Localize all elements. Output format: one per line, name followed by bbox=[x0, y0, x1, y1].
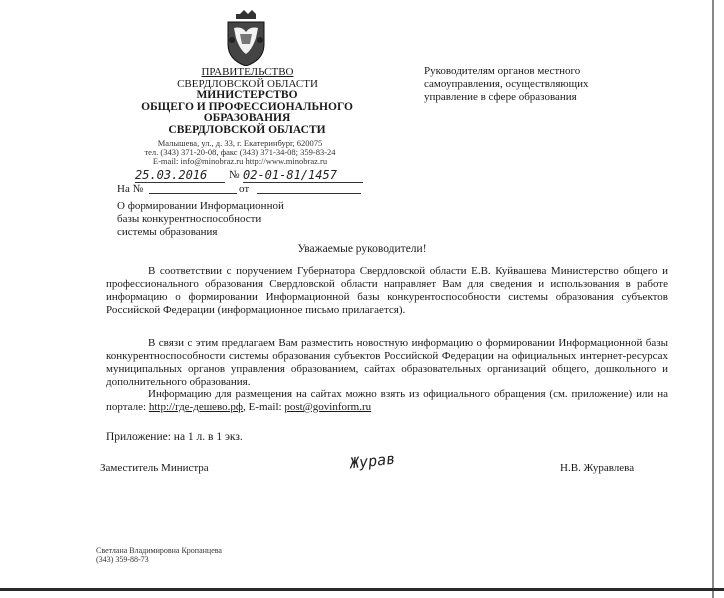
recipient-line3: управление в сфере образования bbox=[424, 91, 577, 103]
subject-line2: базы конкурентноспособности bbox=[117, 213, 262, 225]
reply-to-label: На № bbox=[117, 183, 144, 195]
signatory-name: Н.В. Журавлева bbox=[560, 462, 635, 474]
address-line1: Малышева, ул., д. 33, г. Екатеринбург, 620075 bbox=[157, 138, 323, 148]
subject-line1: О формировании Информационной bbox=[117, 200, 284, 212]
paragraph-3 bbox=[106, 388, 668, 414]
executor-block bbox=[96, 546, 222, 564]
portal-link[interactable]: http://где-дешево.рф bbox=[148, 401, 244, 413]
handwritten-signature: Журав bbox=[349, 449, 396, 473]
reply-date-label: от bbox=[239, 183, 250, 195]
paragraph-1: В соответствии с поручением Губернатора Свердловской области Е.В. Куйвашева Министерство общего и профессионального образования Свердловской области направляет Вам для сведения и использования в работе информацию о формировании Информационной базы конкурентоспособности системы образования субъектов Российской Федерации (информационное письмо прилагается). bbox=[106, 265, 668, 316]
email-link[interactable]: post@govinform.ru bbox=[284, 401, 372, 413]
ministry-line4: СВЕРДЛОВСКОЙ ОБЛАСТИ bbox=[168, 123, 326, 136]
paragraph-3-text: Информацию для размещения на сайтах можно взять из официального обращения (см. приложение) или на портале: bbox=[106, 388, 668, 413]
scan-edge-right bbox=[712, 0, 714, 598]
registration-date: 25.03.2016 bbox=[135, 168, 225, 183]
executor-phone: (343) 359-88-73 bbox=[96, 555, 149, 564]
registration-number-label: № bbox=[229, 169, 240, 181]
address-line3: E-mail: info@minobraz.ru http://www.minobraz.ru bbox=[152, 156, 328, 166]
reply-date-line bbox=[257, 193, 361, 194]
letter-subject bbox=[117, 200, 284, 239]
ministry-address bbox=[100, 139, 380, 166]
registration-number: 02-01-81/1457 bbox=[243, 168, 363, 183]
address-line2: тел. (343) 371-20-08, факс (343) 371-34-08; 359-83-24 bbox=[144, 147, 336, 157]
ministry-header bbox=[112, 90, 382, 136]
ministry-line3: ОБРАЗОВАНИЯ bbox=[203, 112, 291, 124]
government-header bbox=[150, 66, 345, 90]
signatory-position: Заместитель Министра bbox=[100, 462, 209, 474]
government-line1: ПРАВИТЕЛЬСТВО bbox=[201, 66, 294, 78]
email-label: , E-mail: bbox=[243, 401, 285, 413]
greeting: Уважаемые руководители! bbox=[297, 243, 427, 255]
reply-to-number-line bbox=[149, 193, 237, 194]
recipient-block bbox=[424, 65, 588, 104]
attachment-note: Приложение: на 1 л. в 1 экз. bbox=[106, 431, 243, 443]
executor-name: Светлана Владимировна Кропанцева bbox=[96, 546, 222, 555]
subject-line3: системы образования bbox=[117, 226, 218, 238]
government-line2: СВЕРДЛОВСКОЙ ОБЛАСТИ bbox=[177, 78, 318, 90]
ministry-line1: МИНИСТЕРСТВО bbox=[196, 89, 298, 101]
ministry-line2: ОБЩЕГО И ПРОФЕССИОНАЛЬНОГО bbox=[141, 100, 353, 113]
recipient-line2: самоуправления, осуществляющих bbox=[424, 78, 589, 90]
scan-edge-bottom bbox=[0, 588, 724, 591]
paragraph-2: В связи с этим предлагаем Вам разместить новостную информацию о формировании Информационной базы конкурентноспособности системы образования субъектов Российской Федерации на официальных интернет-ресурсах муниципальных органов управления образованием, сайтах образовательных организаций общего, дошкольного и дополнительного образования. bbox=[106, 337, 668, 388]
coat-of-arms-icon bbox=[222, 10, 270, 66]
recipient-line1: Руководителям органов местного bbox=[424, 65, 581, 77]
